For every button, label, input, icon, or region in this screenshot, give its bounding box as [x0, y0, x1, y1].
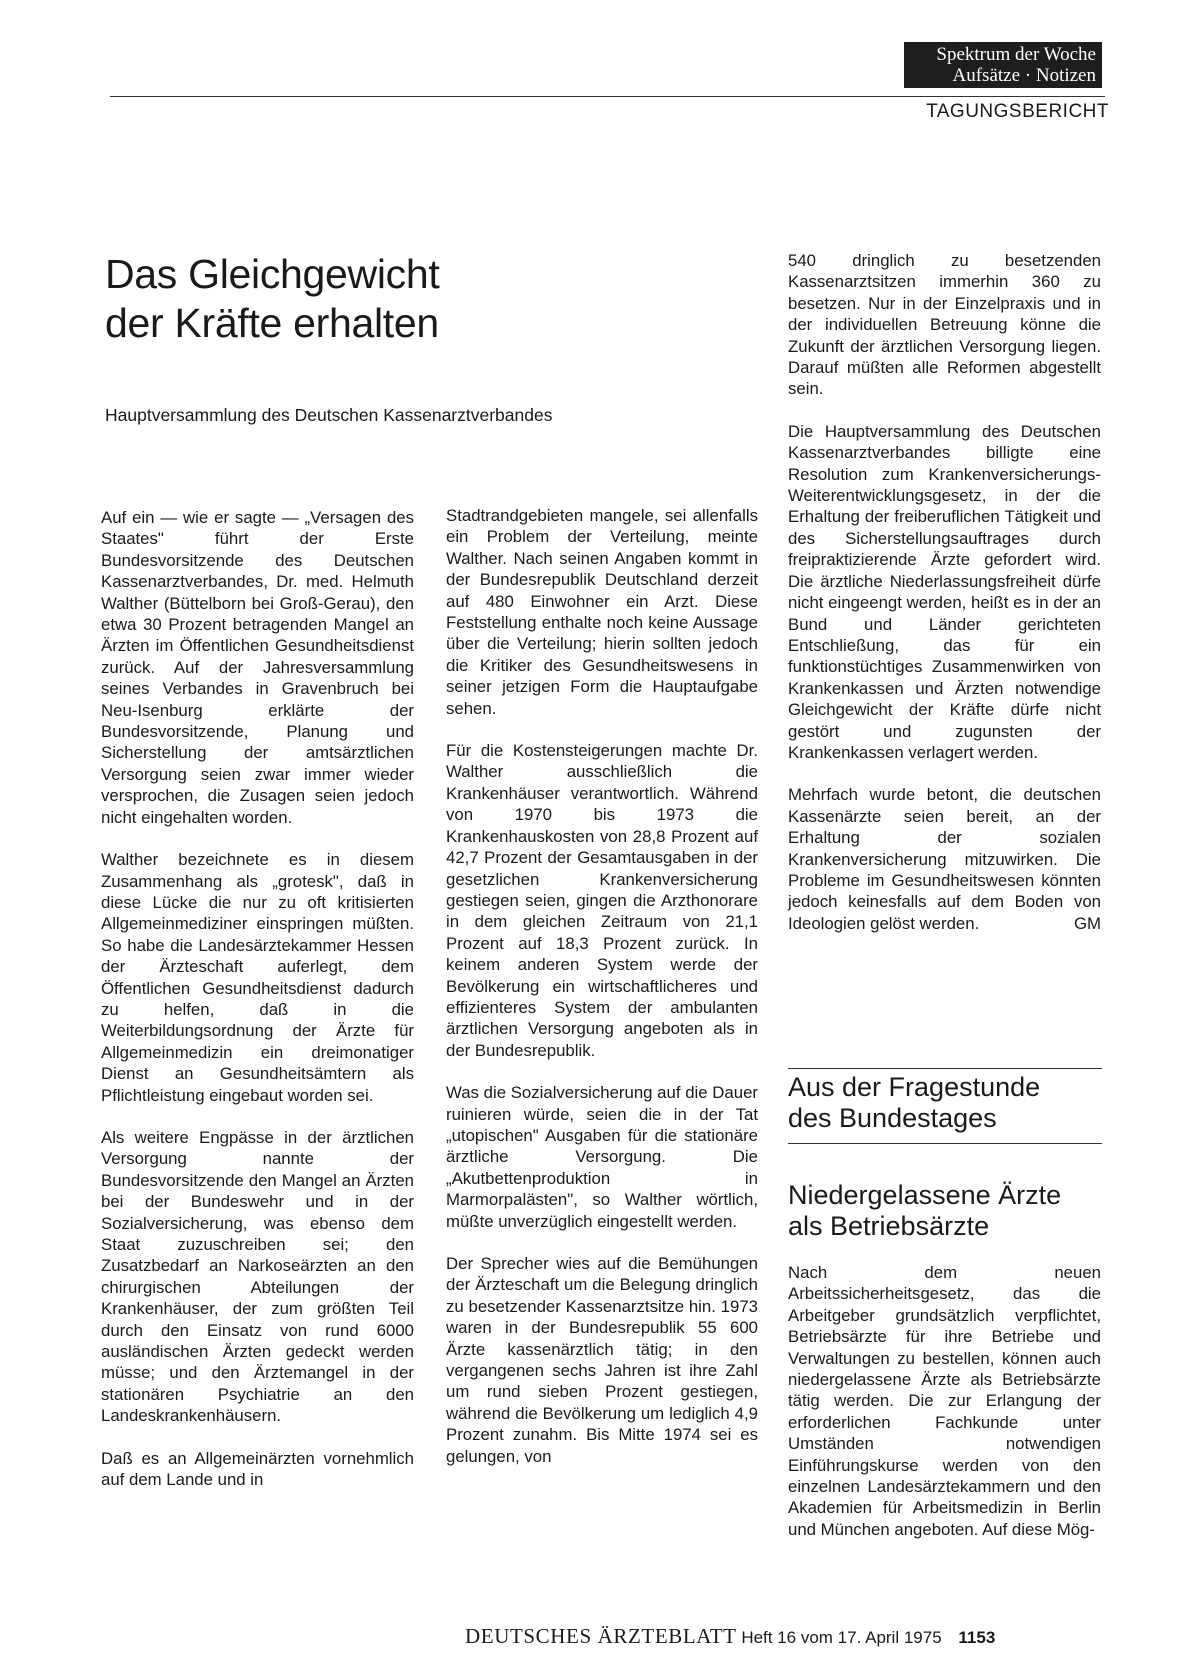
paragraph: Daß es an Allgemeinärzten vornehmlich auf dem Lande und in — [101, 1448, 414, 1490]
article-title-line1: Das Gleichgewicht — [105, 251, 440, 297]
journal-name: DEUTSCHES ÄRZTEBLATT — [465, 1624, 737, 1648]
sidebar-subheading-line2: als Betriebsärzte — [788, 1211, 990, 1241]
sidebar-subheading-line1: Niedergelassene Ärzte — [788, 1180, 1062, 1210]
paragraph: Was die Sozialversicherung auf die Dauer ruinieren würde, seien die in der Tat „utopischen" Ausgaben für die stationäre ärztliche Versorgung. Die „Akutbettenproduktion in Marmorpalästen", so Walther wörtlich, müßte unverzüglich eingestellt werden. — [446, 1083, 758, 1231]
article-column-3 — [788, 250, 1101, 955]
article-subtitle: Hauptversammlung des Deutschen Kassenarztverbandes — [105, 405, 553, 425]
section-badge-line2: Aufsätze · Notizen — [952, 65, 1096, 86]
sidebar-body — [788, 1262, 1101, 1561]
section-badge-line1: Spektrum der Woche — [936, 44, 1096, 65]
article-column-1 — [101, 507, 414, 1511]
sidebar-subheading — [788, 1180, 1061, 1242]
section-badge — [904, 42, 1102, 88]
page-number: 1153 — [958, 1628, 996, 1647]
sidebar-rule-top — [788, 1068, 1102, 1069]
issue-info: Heft 16 vom 17. April 1975 — [741, 1628, 942, 1647]
paragraph: Der Sprecher wies auf die Bemühungen der Ärzteschaft um die Belegung dringlich zu besetzender Kassenarztsitze hin. 1973 waren in der Bundesrepublik 55 600 Ärzte kassenärztlich tätig; in den vergangenen sechs Jahren ist ihre Zahl um rund sieben Prozent gestiegen, während die Bevölkerung um lediglich 4,9 Prozent zunahm. Bis Mitte 1974 sei es gelungen, von — [446, 1254, 758, 1466]
article-column-2 — [446, 505, 758, 1488]
paragraph: Nach dem neuen Arbeitssicherheitsgesetz, das die Arbeitgeber grundsätzlich verpflichtet, Betriebsärzte für ihre Betriebe und Verwaltungen zu bestellen, können auch niedergelassene Ärzte als Betriebsärzte tätig werden. Die zur Erlangung der erforderlichen Fachkunde unter Umständen notwendigen Einführungskurse werden von den einzelnen Landesärztekammern und den Akademien für Arbeitsmedizin in Berlin und München angeboten. Auf diese Mög- — [788, 1263, 1101, 1539]
paragraph: Walther bezeichnete es in diesem Zusammenhang als „grotesk", daß in diese Lücke die nur zu oft kritisierten Allgemeinmediziner einspringen müßten. So habe die Landesärztekammer Hessen der Ärzteschaft auferlegt, dem Öffentlichen Gesundheitsdienst dadurch zu helfen, daß in die Weiterbildungsordnung der Ärzte für Allgemeinmedizin ein dreimonatiger Dienst an Gesundheitsämtern als Pflichtleistung eingebaut worden sei. — [101, 850, 414, 1105]
header-rule — [110, 96, 1105, 97]
article-title — [105, 250, 439, 348]
paragraph — [788, 784, 1101, 934]
paragraph: Für die Kostensteigerungen machte Dr. Walther ausschließlich die Krankenhäuser verantwortlich. Während von 1970 bis 1973 die Krankenhauskosten von 28,8 Prozent auf 42,7 Prozent der Gesamtausgaben in der gesetzlichen Krankenversicherung gestiegen seien, gingen die Arzthonorare in dem gleichen Zeitraum von 21,1 Prozent auf 18,3 Prozent zurück. In keinem anderen System werde der Bevölkerung ein wirtschaftlicheres und effizienteres System der ambulanten ärztlichen Versorgung angeboten als in der Bundesrepublik. — [446, 741, 758, 1060]
paragraph: Die Hauptversammlung des Deutschen Kassenarztverbandes billigte eine Resolution zum Krankenversicherungs-Weiterentwicklungsgesetz, in der die Erhaltung der freiberuflichen Tätigkeit und des Sicherstellungsauftrages durch freipraktizierende Ärzte gefordert wird. Die ärztliche Niederlassungsfreiheit dürfe nicht eingeengt werden, heißt es in der an Bund und Länder gerichteten Entschließung, das für ein funktionstüchtiges Zusammenwirken von Krankenkassen und Ärzten notwendige Gleichgewicht der Kräfte dürfe nicht gestört und zugunsten der Krankenkassen verlagert werden. — [788, 421, 1101, 762]
paragraph: 540 dringlich zu besetzenden Kassenarztsitzen immerhin 360 zu besetzen. Nur in der Einzelpraxis und in der individuellen Betreuung könne die Zukunft der ärztlichen Versorgung liegen. Darauf müßten alle Reformen abgestellt sein. — [788, 251, 1101, 399]
paragraph: Als weitere Engpässe in der ärztlichen Versorgung nannte der Bundesvorsitzende den Mangel an Ärzten bei der Bundeswehr und in der Sozialversicherung, was ebenso dem Staat zuzuschreiben sei; den Zusatzbedarf an Narkoseärzten an den chirurgischen Abteilungen der Krankenhäuser, der zum größten Teil durch den Einsatz von rund 6000 ausländischen Ärzten gedeckt werden müsse; und den Ärztemangel in der stationären Psychiatrie an den Landeskrankenhäusern. — [101, 1127, 414, 1426]
author-signature: GM — [1073, 913, 1101, 933]
paragraph: Stadtrandgebieten mangele, sei allenfalls ein Problem der Verteilung, meinte Walther. Nach seinen Angaben kommt in der Bundesrepublik Deutschland derzeit auf 480 Einwohner ein Arzt. Diese Feststellung enthalte noch keine Aussage über die Verteilung; hierin sollten jedoch die Kritiker des Gesundheitswesens in seiner jetzigen Form die Hauptaufgabe sehen. — [446, 506, 758, 718]
section-label: TAGUNGSBERICHT — [926, 101, 1109, 122]
paragraph: Auf ein — wie er sagte — „Versagen des Staates" führt der Erste Bundesvorsitzende des Deutschen Kassenarztverbandes, Dr. med. Helmuth Walther (Büttelborn bei Groß-Gerau), den etwa 30 Prozent betragenden Mangel an Ärzten im Öffentlichen Gesundheitsdienst zurück. Auf der Jahresversammlung seines Verbandes in Gravenbruch bei Neu-Isenburg erklärte der Bundesvorsitzende, Planung und Sicherstellung der amtsärztlichen Versorgung seien zwar immer wieder versprochen, die Zusagen seien jedoch nicht eingehalten worden. — [101, 508, 414, 827]
sidebar-rule-bottom — [788, 1143, 1102, 1144]
page-footer — [465, 1624, 995, 1649]
sidebar-heading-line1: Aus der Fragestunde — [788, 1072, 1041, 1102]
paragraph-text: Mehrfach wurde betont, die deutschen Kassenärzte seien bereit, an der Erhaltung der sozialen Krankenversicherung mitzuwirken. Die Probleme im Gesundheitswesen könnten jedoch keinesfalls auf dem Boden von Ideologien gelöst werden. — [788, 785, 1101, 933]
sidebar-heading-line2: des Bundestages — [788, 1103, 997, 1133]
article-title-line2: der Kräfte erhalten — [105, 300, 439, 346]
sidebar-heading — [788, 1072, 1040, 1134]
